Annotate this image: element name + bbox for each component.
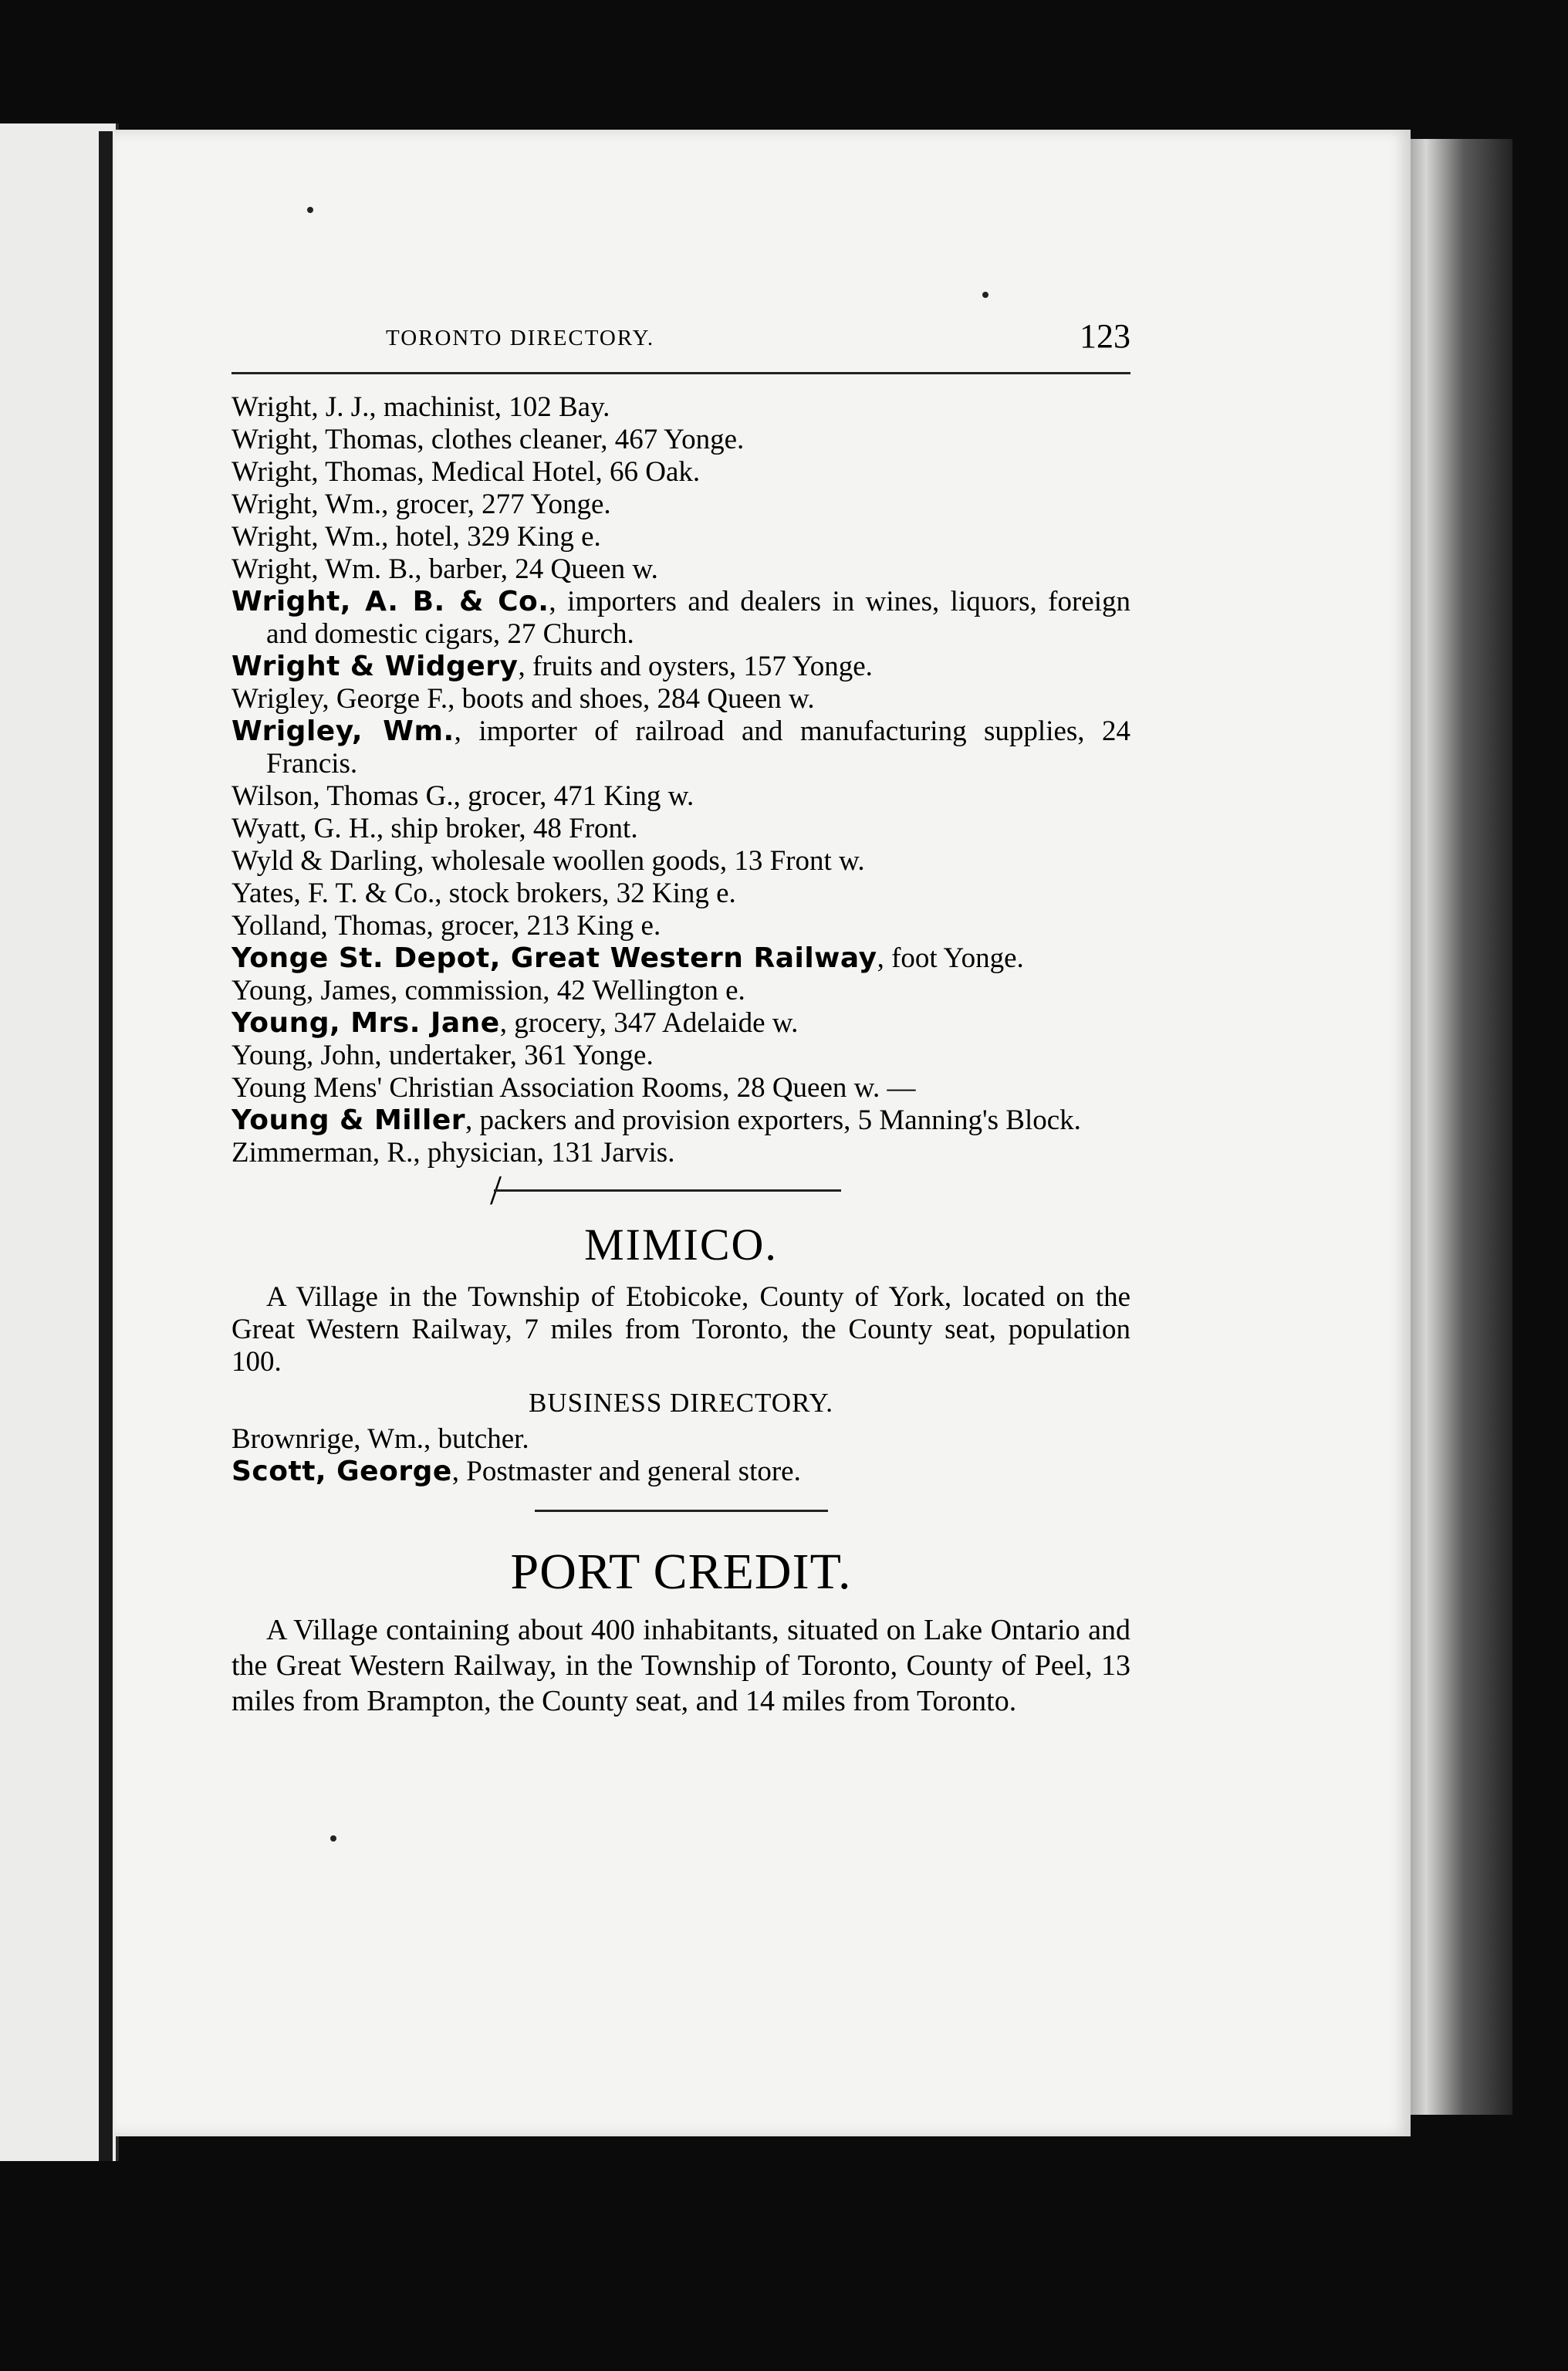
- entry-bold-name: Wright & Widgery: [231, 651, 519, 682]
- entry-text: Wrigley, George F., boots and shoes, 284 Queen w.: [231, 683, 815, 715]
- entry-text: Brownrige, Wm., butcher.: [231, 1423, 529, 1455]
- directory-entry: [231, 391, 1130, 424]
- entry-text: Yolland, Thomas, grocer, 213 King e.: [231, 910, 661, 942]
- directory-entry: [231, 910, 1130, 942]
- entry-text: Wyld & Darling, wholesale woollen goods, 13 Front w.: [231, 845, 865, 877]
- entry-bold-name: Wright, A. B. & Co.: [231, 586, 549, 617]
- directory-entry: [231, 424, 1130, 456]
- entry-text: Wyatt, G. H., ship broker, 48 Front.: [231, 813, 638, 844]
- section-divider: [231, 1169, 1130, 1214]
- paper-speck: [982, 292, 988, 298]
- entry-text: Young, James, commission, 42 Wellington e.: [231, 975, 745, 1006]
- entry-text: , grocery, 347 Adelaide w.: [499, 1007, 799, 1039]
- directory-entry: [231, 1456, 1130, 1488]
- business-directory-heading: BUSINESS DIRECTORY.: [528, 1388, 834, 1418]
- directory-entry: [231, 1007, 1130, 1040]
- divider-mark: /: [490, 1167, 502, 1213]
- directory-entry: [231, 878, 1130, 910]
- directory-entry: [231, 586, 1130, 651]
- page-number: 123: [1080, 317, 1130, 355]
- directory-entry: [231, 845, 1130, 878]
- divider-rule: [494, 1189, 841, 1192]
- directory-entry: [231, 553, 1130, 586]
- running-head: [231, 317, 1130, 374]
- entry-text: Young Mens' Christian Association Rooms, 28 Queen w. —: [231, 1072, 916, 1104]
- entry-text: Zimmerman, R., physician, 131 Jarvis.: [231, 1137, 675, 1169]
- directory-entry: [231, 683, 1130, 715]
- mimico-description: A Village in the Township of Etobicoke, County of York, located on the Great Western Railway, 7 miles from Toronto, the County seat, population 100.: [231, 1281, 1130, 1378]
- paper-speck: [307, 207, 313, 213]
- entry-text: Wilson, Thomas G., grocer, 471 King w.: [231, 780, 694, 812]
- directory-entry: [231, 1040, 1130, 1072]
- entry-text: Wright, Wm. B., barber, 24 Queen w.: [231, 553, 658, 585]
- section-divider: [535, 1510, 828, 1512]
- directory-entry: [231, 489, 1130, 521]
- directory-entry: [231, 456, 1130, 489]
- mimico-business-list: [231, 1423, 1130, 1488]
- directory-entry: [231, 1137, 1130, 1169]
- paper-speck: [330, 1835, 336, 1842]
- directory-entry: [231, 780, 1130, 813]
- entry-text: Wright, J. J., machinist, 102 Bay.: [231, 391, 610, 423]
- directory-entry: [231, 813, 1130, 845]
- port-credit-title: PORT CREDIT.: [510, 1544, 852, 1600]
- directory-entry: [231, 651, 1130, 683]
- directory-entry: [231, 975, 1130, 1007]
- entry-bold-name: Scott, George: [231, 1456, 452, 1487]
- directory-entry: [231, 1423, 1130, 1456]
- book-fore-edge: [1404, 139, 1512, 2115]
- entry-text: Wright, Wm., hotel, 329 King e.: [231, 521, 601, 553]
- entry-bold-name: Yonge St. Depot, Great Western Railway: [231, 942, 877, 974]
- book-gutter: [99, 131, 113, 2161]
- entry-text: Young, John, undertaker, 361 Yonge.: [231, 1040, 654, 1071]
- entry-text: Wright, Thomas, clothes cleaner, 467 Yonge.: [231, 424, 745, 455]
- directory-entries: [231, 391, 1130, 1169]
- entry-text: Wright, Wm., grocer, 277 Yonge.: [231, 489, 611, 520]
- entry-text: , importers and dealers in wines, liquors, foreign and domestic cigars, 27 Church.: [266, 586, 1131, 650]
- entry-text: Wright, Thomas, Medical Hotel, 66 Oak.: [231, 456, 701, 488]
- directory-entry: [231, 521, 1130, 553]
- running-head-title: TORONTO DIRECTORY.: [386, 326, 655, 350]
- directory-entry: [231, 1104, 1130, 1137]
- entry-bold-name: Young, Mrs. Jane: [231, 1007, 500, 1039]
- entry-text: , fruits and oysters, 157 Yonge.: [518, 651, 873, 682]
- entry-text: , Postmaster and general store.: [451, 1456, 801, 1487]
- page-content: [231, 317, 1131, 1719]
- directory-entry: [231, 1072, 1130, 1104]
- entry-text: , packers and provision exporters, 5 Manning's Block.: [465, 1104, 1081, 1136]
- mimico-title: MIMICO.: [584, 1219, 778, 1270]
- port-credit-description: A Village containing about 400 inhabitants, situated on Lake Ontario and the Great Western Railway, in the Township of Toronto, County of Peel, 13 miles from Brampton, the County seat, and 14 miles from Toronto.: [231, 1614, 1130, 1717]
- entry-text: Yates, F. T. & Co., stock brokers, 32 King e.: [231, 878, 736, 909]
- directory-entry: [231, 942, 1130, 975]
- directory-entry: [231, 715, 1130, 780]
- entry-bold-name: Young & Miller: [231, 1104, 465, 1136]
- entry-text: , foot Yonge.: [877, 942, 1024, 974]
- entry-bold-name: Wrigley, Wm.: [231, 715, 455, 747]
- entry-text: , importer of railroad and manufacturing supplies, 24 Francis.: [266, 715, 1130, 780]
